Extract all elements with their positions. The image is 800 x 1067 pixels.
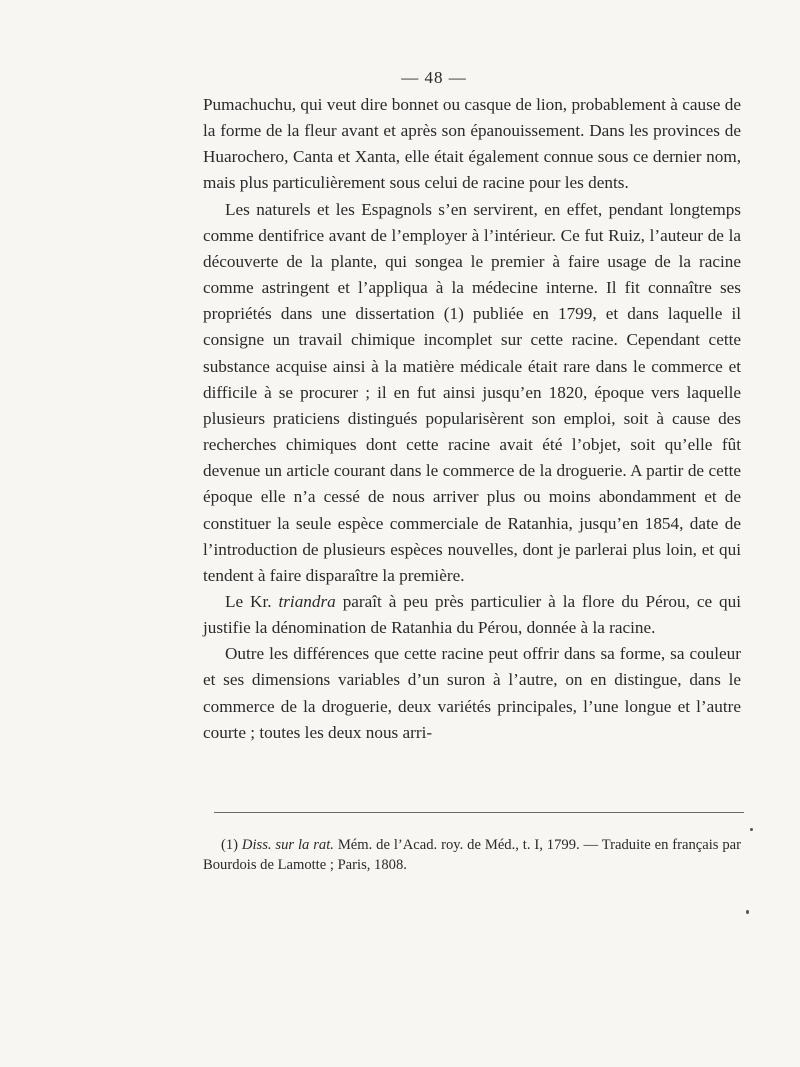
paper-speck [750,828,753,831]
species-name: triandra [278,591,336,611]
footnote-divider [214,812,744,813]
paper-speck [746,910,749,914]
paragraph-2: Les naturels et les Espagnols s’en servirent, en effet, pendant longtemps comme dentifrice avant de l’employer à l’intérieur. Ce fut Ruiz, l’auteur de la découverte de la plante, qui songea le premier à faire usage de la racine comme astringent et l’appliqua à la médecine interne. Il fit connaître ses propriétés dans une dissertation (1) publiée en 1799, et dans laquelle il consigne un travail chimique incomplet sur cette racine. Cependant cette substance acquise ainsi à la matière médicale était rare dans le commerce et difficile à se procurer ; il en fut ainsi jusqu’en 1820, époque vers laquelle plusieurs praticiens distingués popularisèrent son emploi, soit à cause des recherches chimiques dont cette racine avait été l’objet, soit qu’elle fût devenue un article courant dans le commerce de la droguerie. A partir de cette époque elle n’a cessé de nous arriver plus ou moins abondamment et de constituer la seule espèce commerciale de Ratanhia, jusqu’en 1854, date de l’introduction de plusieurs espèces nouvelles, dont je parlerai plus loin, et qui tendent à faire disparaître la première. [203,199,741,585]
paragraph-3-start: Le Kr. [225,591,279,611]
paragraph-3-end: paraît à peu près particulier à la flore du Pérou, ce qui justifie la dénomination de Ratanhia du Pérou, donnée à la racine. [203,591,741,638]
page-number: — 48 — [401,68,467,87]
footnote [203,835,741,875]
footnote-marker: (1) [221,837,242,853]
footnote-text: Mém. de l’Acad. roy. de Méd., t. I, 1799. — Traduite en français par Bourdois de Lamotte ; Paris, 1808. [203,837,741,873]
paragraph-4: Outre les différences que cette racine peut offrir dans sa forme, sa couleur et ses dimensions variables d’un suron à l’autre, on en distingue, dans le commerce de la droguerie, deux variétés principales, l’une longue et l’autre courte ; toutes les deux nous arri- [203,644,741,742]
paragraph-3 [203,589,741,641]
paragraph-1: Pumachuchu, qui veut dire bonnet ou casque de lion, probablement à cause de la forme de la fleur avant et après son épanouissement. Dans les provinces de Huarochero, Canta et Xanta, elle était également connue sous ce dernier nom, mais plus particulièrement sous celui de racine pour les dents. [203,95,741,193]
footnote-title: Diss. sur la rat. [241,837,334,853]
main-text [203,92,741,746]
